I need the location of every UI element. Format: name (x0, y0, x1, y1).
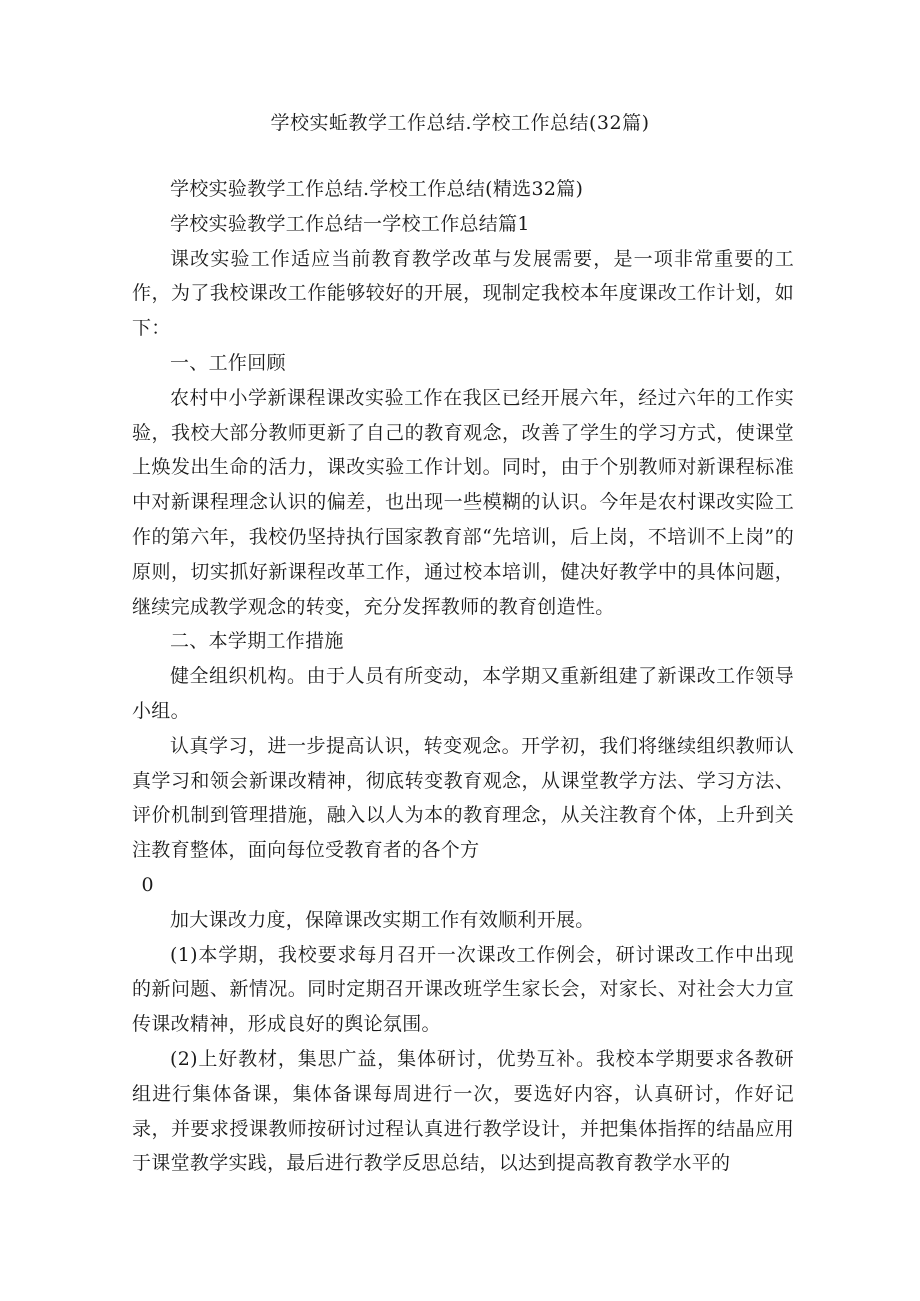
document-body (132, 172, 794, 1181)
paragraph-intro: 课改实验工作适应当前教育教学改革与发展需要，是一项非常重要的工作，为了我校课改工作能够较好的开展，现制定我校本年度课改工作计划，如下： (132, 247, 794, 340)
paragraph-subtitle: 学校实验教学工作总结.学校工作总结(精选32篇) (170, 178, 584, 200)
paragraph-stray-zero: 0 (141, 873, 154, 896)
paragraph-item-1: (1)本学期，我校要求每月召开一次课改工作例会，研讨课改工作中出现的新问题、新情况。同时定期召开课改班学生家长会，对家长、对社会大力宣传课改精神，形成良好的舆论氛围。 (132, 943, 794, 1036)
paragraph-section-heading: 学校实验教学工作总结一学校工作总结篇1 (170, 212, 530, 235)
paragraph-study: 认真学习，进一步提高认识，转变观念。开学初，我们将继续组织教师认真学习和领会新课改精神，彻底转变教育观念，从课堂教学方法、学习方法、评价机制到管理措施，融入以人为本的教育理念，从关注教育个体，上升到关注教育整体，面向每位受教育者的各个方 (132, 734, 794, 862)
paragraph-heading-measures: 二、本学期工作措施 (170, 630, 344, 653)
paragraph-review: 农村中小学新课程课改实验工作在我区已经开展六年，经过六年的工作实验，我校大部分教师更新了自己的教育观念，改善了学生的学习方式，使课堂上焕发出生命的活力，课改实验工作计划。同时，由于个别教师对新课程标准中对新课程理念认识的偏差，也出现一些模糊的认识。今年是农村课改实险工作的第六年，我校仍坚持执行国家教育部“先培训，后上岗，不培训不上岗”的原则，切实抓好新课程改革工作，通过校本培训，健决好教学中的具体问题，继续完成教学观念的转变，充分发挥教师的教育创造性。 (132, 386, 794, 618)
paragraph-organization: 健全组织机构。由于人员有所变动，本学期又重新组建了新课改工作领导小组。 (132, 665, 794, 722)
paragraph-item-2: (2)上好教材，集思广益，集体研讨，优势互补。我校本学期要求各教研组进行集体备课，集体备课每周进行一次，要选好内容，认真研讨，作好记录，并要求授课教师按研讨过程认真进行教学设计，并把集体指挥的结晶应用于课堂教学实践，最后进行教学反思总结，以达到提高教育教学水平的 (132, 1047, 794, 1175)
paragraph-intensify: 加大课改力度，保障课改实期工作有效顺利开展。 (170, 908, 595, 931)
paragraph-heading-review: 一、工作回顾 (170, 351, 286, 374)
document-title: 学校实蚯教学工作总结.学校工作总结(32篇) (270, 112, 650, 134)
